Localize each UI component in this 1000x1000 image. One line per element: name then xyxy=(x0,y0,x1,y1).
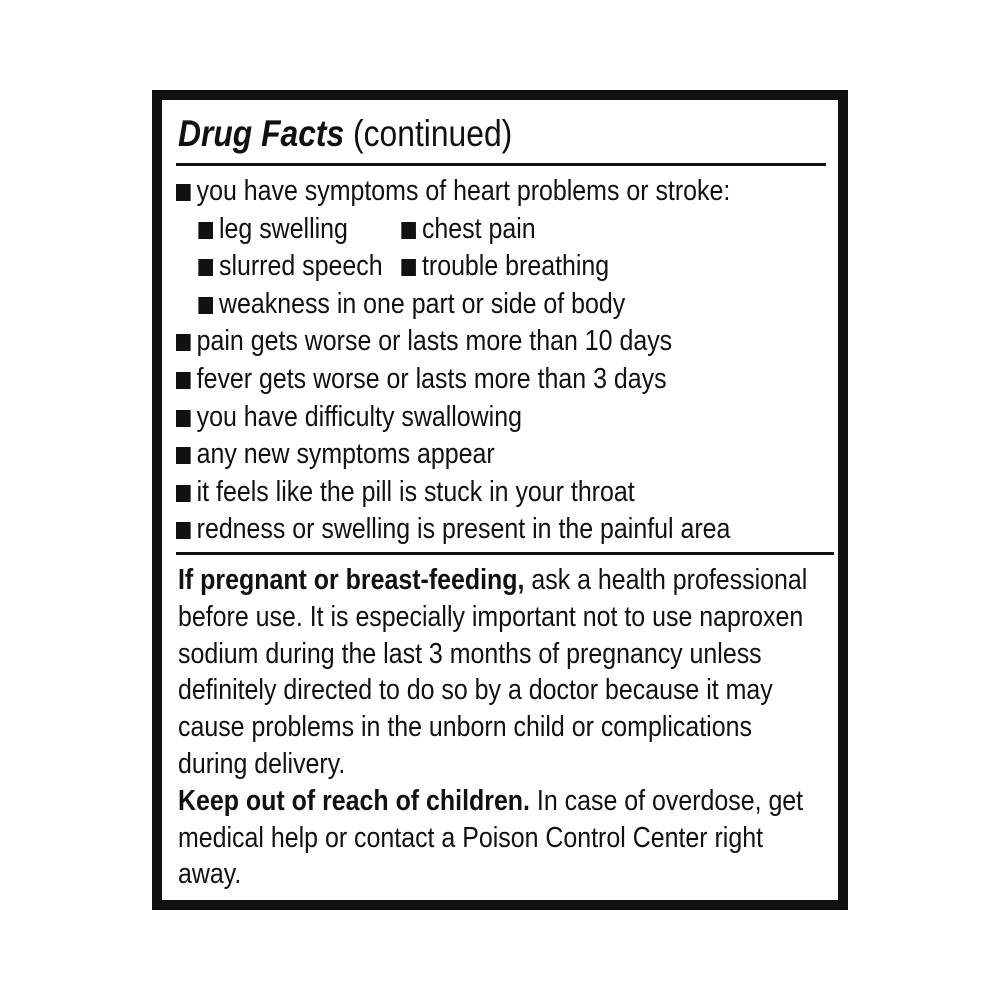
list-item-text: fever gets worse or lasts more than 3 days xyxy=(196,362,667,395)
list-item xyxy=(176,474,730,512)
section-divider xyxy=(176,552,834,555)
bullet-icon xyxy=(176,334,191,351)
list-item xyxy=(176,173,730,211)
bullet-icon xyxy=(176,485,191,502)
paragraph-line: cause problems in the unborn child or complications xyxy=(178,711,752,744)
paragraph-line xyxy=(178,562,883,599)
list-item-text: pain gets worse or lasts more than 10 days xyxy=(196,325,673,358)
stop-use-list xyxy=(176,173,821,549)
children-heading: Keep out of reach of children. xyxy=(178,784,530,817)
list-item-text: it feels like the pill is stuck in your throat xyxy=(196,475,635,508)
symptom-text: trouble breathing xyxy=(421,250,610,283)
paragraph-line: sodium during the last 3 months of pregnancy unless xyxy=(178,637,762,670)
children-text: In case of overdose, get xyxy=(536,784,804,817)
list-item xyxy=(176,323,730,361)
list-item xyxy=(176,436,730,474)
symptom-text: chest pain xyxy=(421,212,536,245)
header-divider xyxy=(176,163,826,166)
pregnancy-heading: If pregnant or breast-feeding, xyxy=(178,564,525,596)
bullet-icon xyxy=(176,372,191,389)
bullet-icon xyxy=(176,184,191,201)
bullet-icon xyxy=(401,259,416,276)
title-bold: Drug Facts xyxy=(178,113,345,154)
list-item xyxy=(176,361,730,399)
list-item xyxy=(176,511,730,549)
paragraph-line: before use. It is especially important not to use naproxen xyxy=(178,600,804,633)
paragraph-line xyxy=(178,783,883,820)
paragraph-line: definitely directed to do so by a doctor because it may xyxy=(178,674,773,707)
panel-title xyxy=(178,108,737,160)
symptom-row xyxy=(176,286,730,324)
bullet-icon xyxy=(198,259,213,276)
symptom-item xyxy=(198,248,401,286)
drug-facts-panel xyxy=(152,90,848,910)
bullet-icon xyxy=(176,522,191,539)
title-continued: (continued) xyxy=(353,113,513,154)
stop-use-intro: you have symptoms of heart problems or stroke: xyxy=(196,175,731,207)
bullet-icon xyxy=(198,297,213,314)
symptom-item xyxy=(401,211,535,249)
list-item-text: you have difficulty swallowing xyxy=(196,400,522,433)
pregnancy-text: ask a health professional xyxy=(531,564,808,596)
symptom-row xyxy=(176,248,730,286)
symptom-text: weakness in one part or side of body xyxy=(219,287,626,320)
symptom-text: leg swelling xyxy=(219,212,348,245)
symptom-text: slurred speech xyxy=(219,250,383,283)
bullet-icon xyxy=(176,410,191,427)
bullet-icon xyxy=(176,447,191,464)
list-item-text: any new symptoms appear xyxy=(196,438,495,471)
paragraph-line: during delivery. xyxy=(178,747,346,780)
symptom-row xyxy=(176,211,730,249)
symptom-item xyxy=(401,248,609,286)
paragraph-line: medical help or contact a Poison Control Center right xyxy=(178,821,764,854)
bullet-icon xyxy=(401,222,416,239)
symptom-item xyxy=(198,211,401,249)
warnings-paragraph xyxy=(178,562,998,893)
list-item xyxy=(176,399,730,437)
list-item-text: redness or swelling is present in the painful area xyxy=(196,513,731,546)
paragraph-line: away. xyxy=(178,858,242,891)
panel-header xyxy=(178,108,828,160)
bullet-icon xyxy=(198,222,213,239)
